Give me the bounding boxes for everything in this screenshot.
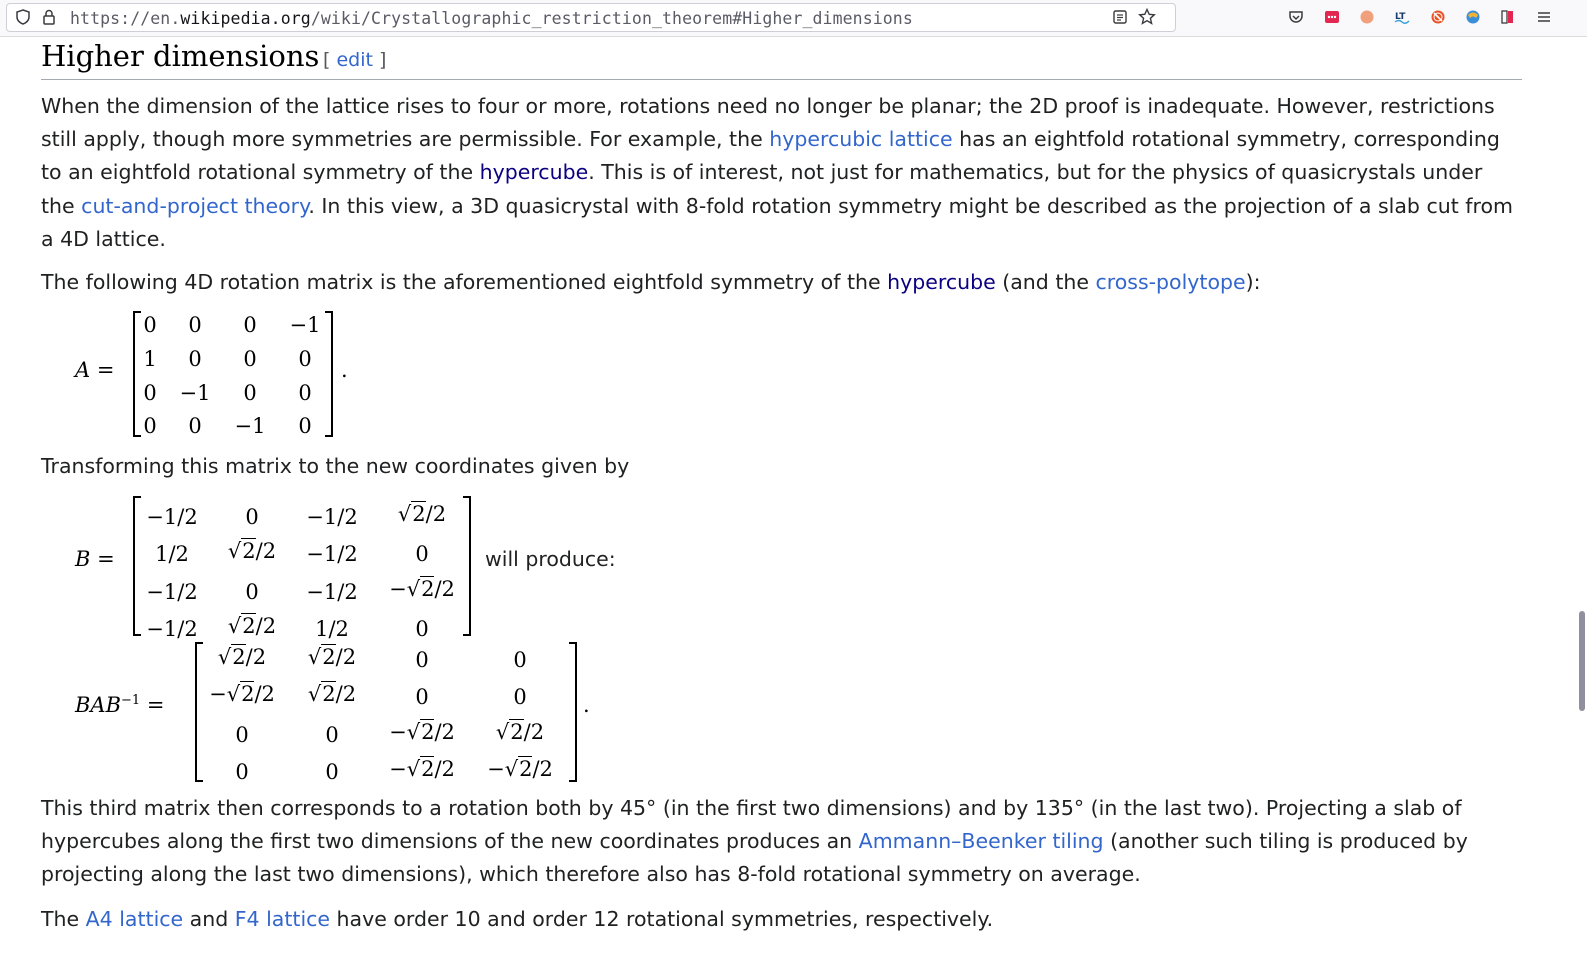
library-icon[interactable] — [1498, 7, 1518, 27]
link-hypercube[interactable]: hypercube — [479, 160, 589, 185]
matrix-b-trailing-text: will produce: — [485, 547, 616, 571]
pocket-icon[interactable] — [1286, 7, 1306, 27]
link-hypercubic-lattice[interactable]: hypercubic lattice — [769, 127, 953, 152]
menu-hamburger-icon[interactable] — [1534, 7, 1554, 27]
matrix-c-cell: −√2/2 — [487, 757, 553, 781]
matrix-b-cell: 0 — [415, 617, 429, 641]
link-cross-polytope[interactable]: cross-polytope — [1095, 270, 1246, 294]
matrix-a-cell: 0 — [143, 313, 157, 337]
matrix-a-cell: 0 — [243, 381, 257, 405]
matrix-c-cell: √2/2 — [495, 720, 545, 744]
matrix-b-cell: −1/2 — [306, 580, 358, 604]
link-f4-lattice[interactable]: F4 lattice — [234, 907, 331, 931]
matrix-b-right-bracket — [463, 496, 471, 636]
extension-orange-dot-icon[interactable] — [1357, 7, 1377, 27]
matrix-c-cell: 0 — [235, 760, 249, 784]
bookmark-star-icon[interactable] — [1137, 7, 1157, 27]
matrix-c-cell: 0 — [325, 723, 339, 747]
matrix-c-period: . — [583, 693, 590, 717]
paragraph-third-matrix: This third matrix then corresponds to a rotation both by 45° (in the first two dimensions) and by 135° (in the last two). Projecting a slab of hypercubes along the first two dimensions of the new coordinates produces an Ammann–Beenker tiling (another such tiling is produced by projecting along the last two dimensions), which therefore also has 8-fold rotational symmetry on average. — [41, 796, 1468, 887]
matrix-c-right-bracket — [569, 642, 577, 782]
matrix-b-cell: 0 — [245, 580, 259, 604]
matrix-a-formula — [75, 309, 395, 439]
matrix-a-cell: 0 — [243, 347, 257, 371]
reader-view-icon[interactable] — [1110, 7, 1130, 27]
matrix-c-cell: 0 — [325, 760, 339, 784]
matrix-b-cell: 0 — [415, 542, 429, 566]
matrix-b-cell: 1/2 — [315, 617, 349, 641]
section-title: Higher dimensions — [41, 39, 320, 73]
lock-icon[interactable] — [39, 7, 59, 27]
matrix-a-cell: 0 — [298, 381, 312, 405]
link-a4-lattice[interactable]: A4 lattice — [85, 907, 184, 931]
matrix-b-cell: 1/2 — [155, 542, 189, 566]
languagetool-icon[interactable] — [1392, 7, 1412, 27]
matrix-a-cell: 0 — [143, 381, 157, 405]
link-hypercube-2[interactable]: hypercube — [887, 270, 996, 294]
matrix-b-cell: −1/2 — [306, 542, 358, 566]
matrix-c-cell: √2/2 — [217, 645, 267, 669]
matrix-bab-inverse-label: $BAB^{-1}$ = — [75, 693, 165, 717]
edit-section: [ edit ] — [323, 49, 387, 71]
matrix-a-cell: −1 — [179, 381, 211, 405]
matrix-a-cell: 0 — [298, 414, 312, 438]
matrix-a-right-bracket — [325, 311, 333, 437]
matrix-a-cell: −1 — [234, 414, 266, 438]
edit-section-link[interactable]: edit — [336, 49, 373, 71]
matrix-a-cell: 0 — [188, 414, 202, 438]
matrix-c-cell: 0 — [415, 685, 429, 709]
matrix-a-cell: −1 — [289, 313, 321, 337]
matrix-b-label: B = — [75, 547, 115, 571]
matrix-a-cell: 0 — [298, 347, 312, 371]
matrix-b-cell: −√2/2 — [389, 577, 455, 601]
page-scrollbar[interactable] — [1573, 37, 1587, 959]
paragraph-intro: When the dimension of the lattice rises to four or more, rotations need no longer be planar; the 2D proof is inadequate. However, restrictions still apply, though more symmetries are permissible. For example, the hypercubic lattice has an eightfold rotational symmetry, corresponding to an eightfold rotational symmetry of the hypercube. This is of interest, not just for mathematics, but for the physics of quasicrystals under the cut-and-project theory. In this view, a 3D quasicrystal with 8-fold rotation symmetry might be described as the projection of a slab cut from a 4D lattice. — [41, 94, 1513, 251]
matrix-bab-inverse-formula — [75, 640, 635, 782]
matrix-a-cell: 0 — [243, 313, 257, 337]
firefox-multi-account-icon[interactable] — [1463, 7, 1483, 27]
matrix-c-cell: −√2/2 — [209, 682, 275, 706]
matrix-b-formula — [75, 494, 675, 641]
paragraph-lattices: The A4 lattice and F4 lattice have order 10 and order 12 rotational symmetries, respectively. — [41, 907, 994, 931]
link-ammann-beenker-tiling[interactable]: Ammann–Beenker tiling — [858, 829, 1104, 854]
paragraph-rotation-matrix: The following 4D rotation matrix is the aforementioned eightfold symmetry of the hypercube (and the cross-polytope): — [41, 270, 1261, 294]
browser-toolbar — [0, 0, 1587, 37]
matrix-b-cell: −1/2 — [146, 617, 198, 641]
extension-red-icon[interactable] — [1322, 7, 1342, 27]
matrix-c-cell: 0 — [513, 648, 527, 672]
paragraph-transforming: Transforming this matrix to the new coordinates given by — [41, 454, 630, 478]
matrix-a-label: A = — [75, 358, 115, 382]
extension-blocker-icon[interactable] — [1428, 7, 1448, 27]
matrix-a-cell: 0 — [143, 414, 157, 438]
matrix-c-cell: 0 — [235, 723, 249, 747]
matrix-a-cell: 0 — [188, 347, 202, 371]
matrix-a-cell: 1 — [143, 347, 157, 371]
matrix-c-cell: −√2/2 — [389, 757, 455, 781]
matrix-b-cell: −1/2 — [146, 580, 198, 604]
scrollbar-thumb[interactable] — [1579, 611, 1585, 711]
shield-icon[interactable] — [13, 7, 33, 27]
matrix-c-cell: √2/2 — [307, 645, 357, 669]
matrix-c-cell: √2/2 — [307, 682, 357, 706]
matrix-b-cell: −1/2 — [146, 505, 198, 529]
matrix-a-cell: 0 — [188, 313, 202, 337]
matrix-c-cell: 0 — [415, 648, 429, 672]
matrix-b-cell: √2/2 — [227, 539, 277, 563]
matrix-b-cell: 0 — [245, 505, 259, 529]
matrix-c-cell: −√2/2 — [389, 720, 455, 744]
matrix-a-period: . — [341, 358, 348, 382]
matrix-b-cell: −1/2 — [306, 505, 358, 529]
url-bar[interactable] — [6, 3, 1176, 32]
matrix-c-cell: 0 — [513, 685, 527, 709]
matrix-b-cell: √2/2 — [397, 502, 447, 526]
svg-text:LT: LT — [1395, 12, 1406, 22]
url-text[interactable]: https://en.wikipedia.org/wiki/Crystallographic_restriction_theorem#Higher_dimensions — [70, 9, 913, 28]
matrix-b-cell: √2/2 — [227, 614, 277, 638]
link-cut-and-project-theory[interactable]: cut-and-project theory — [81, 193, 309, 218]
section-heading — [41, 37, 1522, 80]
